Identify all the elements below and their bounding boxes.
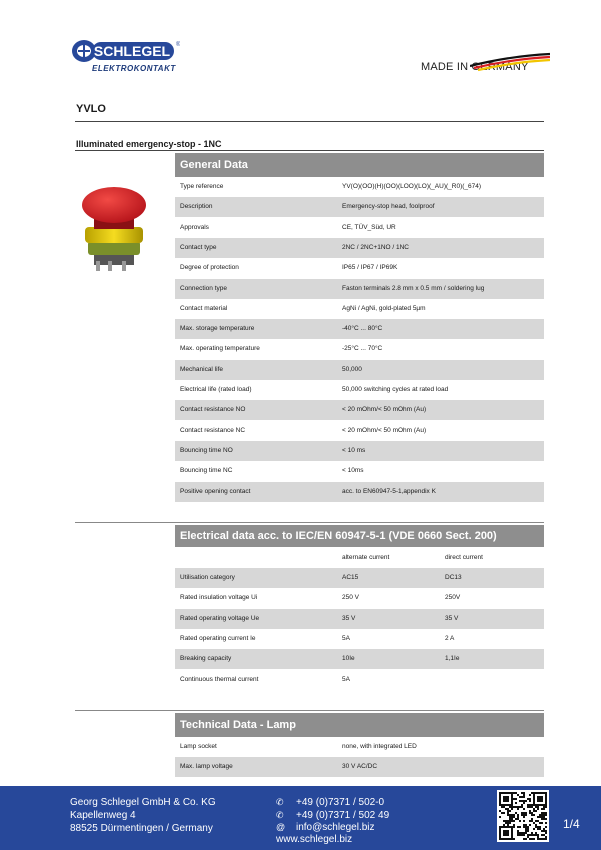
row-value: 50,000 switching cycles at rated load	[342, 386, 449, 393]
fax-icon: ✆	[276, 810, 284, 820]
table-row	[175, 218, 544, 238]
phone-icon: ✆	[276, 797, 284, 807]
row-dc-value: 1,1Ie	[445, 655, 460, 663]
row-label: Max. lamp voltage	[180, 763, 233, 771]
table-row	[175, 482, 544, 502]
divider	[75, 150, 544, 151]
table-row	[175, 258, 544, 278]
page-number: 1/4	[563, 817, 580, 831]
row-value: -25°C ... 70°C	[342, 345, 383, 353]
row-label: Continuous thermal current	[180, 675, 259, 683]
row-label: Contact material	[180, 304, 228, 312]
brand-text: SCHLEGEL	[93, 43, 171, 59]
row-label: Max. operating temperature	[180, 345, 260, 353]
row-label: Breaking capacity	[180, 655, 232, 663]
col-alternate-current: alternate current	[342, 554, 390, 561]
electrical-column-headers	[175, 548, 544, 568]
row-ac-value: 5A	[342, 675, 350, 683]
footer-company: Georg Schlegel GmbH & Co. KG	[70, 797, 216, 808]
divider	[75, 522, 544, 523]
table-row	[175, 737, 544, 757]
table-row	[175, 649, 544, 669]
footer-street: Kapellenweg 4	[70, 810, 136, 821]
row-value: Faston terminals 2.8 mm x 0.5 mm / soldering lug	[342, 284, 485, 292]
row-value: 50,000	[342, 365, 362, 373]
row-label: Mechanical life	[180, 365, 223, 373]
row-label: Contact type	[180, 243, 217, 251]
row-dc-value: DC13	[445, 574, 462, 581]
row-label: Positive opening contact	[180, 487, 251, 495]
table-row	[175, 609, 544, 629]
table-row	[175, 588, 544, 608]
row-value: 30 V AC/DC	[342, 763, 378, 771]
made-in-label: MADE IN GERMANY	[421, 61, 529, 73]
divider	[75, 710, 544, 711]
row-ac-value: 250 V	[342, 594, 359, 602]
row-value: YV(O)(OO)(H)(OO)(LOO)(LO)(_AU)(_R0)(_674)	[342, 183, 482, 190]
product-code: YVLO	[76, 103, 106, 115]
footer-email[interactable]: info@schlegel.biz	[296, 822, 375, 833]
row-label: Bouncing time NC	[180, 467, 233, 475]
row-ac-value: 35 V	[342, 614, 356, 622]
german-flag-swoosh	[470, 52, 550, 74]
general-data-header: General Data	[175, 153, 544, 177]
row-value: < 10 ms	[342, 446, 366, 454]
footer-phone[interactable]: +49 (0)7371 / 502-0	[296, 797, 385, 808]
row-label: Contact resistance NC	[180, 426, 246, 434]
row-value: Emergency-stop head, foolproof	[342, 203, 435, 211]
row-value: acc. to EN60947-5-1,appendix K	[342, 487, 436, 495]
row-label: Approvals	[180, 223, 209, 231]
row-label: Rated operating current Ie	[180, 634, 256, 642]
table-row	[175, 441, 544, 461]
brand-subtitle: ELEKTROKONTAKT	[92, 64, 176, 73]
table-row	[175, 299, 544, 319]
table-row	[175, 360, 544, 380]
row-ac-value: 5A	[342, 634, 350, 642]
row-value: 2NC / 2NC+1NO / 1NC	[342, 243, 410, 251]
row-dc-value: 250V	[445, 594, 461, 602]
row-value: IP65 / IP67 / IP69K	[342, 264, 398, 272]
row-value: < 10ms	[342, 467, 364, 475]
lamp-data-header: Technical Data - Lamp	[175, 713, 544, 737]
table-row	[175, 279, 544, 299]
row-value: CE, TÜV_Süd, UR	[342, 223, 396, 231]
row-label: Degree of protection	[180, 264, 239, 272]
table-row	[175, 380, 544, 400]
table-row	[175, 568, 544, 588]
row-dc-value: 2 A	[445, 634, 455, 642]
product-name: Illuminated emergency-stop - 1NC	[76, 139, 222, 149]
footer-fax: +49 (0)7371 / 502 49	[296, 810, 390, 821]
row-value: < 20 mOhm/< 50 mOhm (Au)	[342, 406, 427, 414]
footer-city: 88525 Dürmentingen / Germany	[70, 823, 213, 834]
table-row	[175, 461, 544, 481]
row-value: AgNi / AgNi, gold-plated 5µm	[342, 304, 426, 312]
svg-text:®: ®	[176, 42, 180, 48]
row-value: < 20 mOhm/< 50 mOhm (Au)	[342, 426, 427, 434]
divider	[75, 121, 544, 122]
table-row	[175, 421, 544, 441]
row-value: none, with integrated LED	[342, 743, 417, 750]
row-ac-value: 10Ie	[342, 655, 355, 663]
row-label: Rated insulation voltage Ui	[180, 594, 258, 602]
row-label: Bouncing time NO	[180, 446, 233, 454]
table-row	[175, 629, 544, 649]
row-dc-value: 35 V	[445, 614, 459, 622]
email-icon: @	[276, 822, 286, 832]
table-row	[175, 238, 544, 258]
table-row	[175, 339, 544, 359]
table-row	[175, 319, 544, 339]
table-row	[175, 670, 544, 690]
row-ac-value: AC15	[342, 574, 359, 581]
row-value: -40°C ... 80°C	[342, 325, 383, 333]
electrical-data-header: Electrical data acc. to IEC/EN 60947-5-1 (VDE 0660 Sect. 200)	[175, 525, 544, 547]
footer-web[interactable]: www.schlegel.biz	[276, 834, 353, 845]
row-label: Type reference	[180, 183, 224, 190]
table-row	[175, 400, 544, 420]
row-label: Rated operating voltage Ue	[180, 614, 260, 622]
emergency-stop-button-image	[78, 185, 150, 275]
row-label: Utilisation category	[180, 574, 235, 581]
qr-code	[497, 790, 549, 842]
row-label: Lamp socket	[180, 743, 217, 750]
row-label: Description	[180, 203, 213, 211]
row-label: Max. storage temperature	[180, 325, 255, 333]
row-label: Contact resistance NO	[180, 406, 246, 414]
row-label: Electrical life (rated load)	[180, 386, 252, 393]
table-row	[175, 177, 544, 197]
row-label: Connection type	[180, 284, 227, 292]
table-row	[175, 757, 544, 777]
col-direct-current: direct current	[445, 554, 483, 561]
table-row	[175, 197, 544, 217]
